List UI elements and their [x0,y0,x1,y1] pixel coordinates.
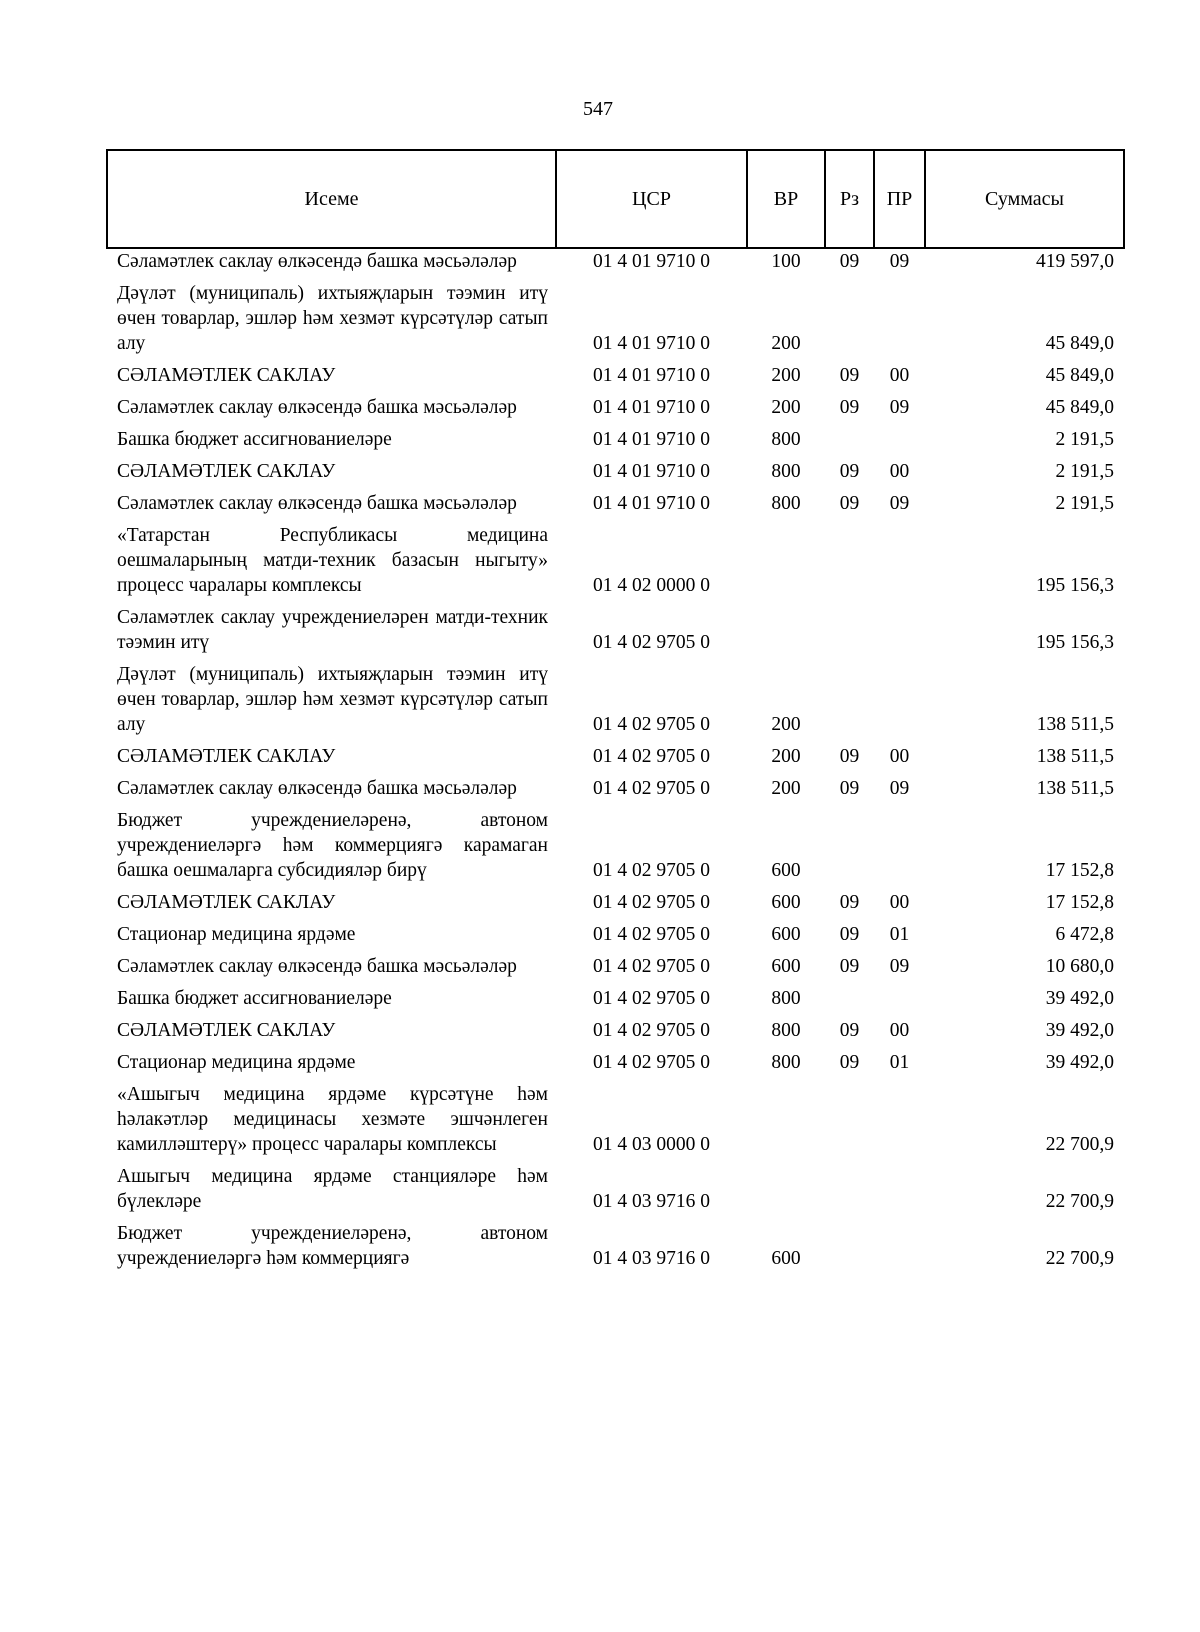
cell-name: СӘЛАМӘТЛЕК САКЛАУ [117,746,336,767]
cell-vr: 200 [771,365,801,386]
cell-vr: 800 [771,429,801,450]
cell-rz [825,520,874,602]
cell-csr: 01 4 01 9710 0 [593,429,710,450]
cell-csr: 01 4 02 9705 0 [593,988,710,1009]
table-body [107,248,1124,1275]
cell-pr: 09 [889,778,910,799]
cell-sum: 2 191,5 [1055,461,1114,482]
page-number: 547 [583,98,613,120]
cell-rz [825,1161,874,1218]
table-row [107,278,1124,360]
table-row [107,520,1124,602]
cell-name: «Ашыгыч медицина ярдәме күрсәтүне һәм һәлакәтләр медицинасы хезмәте эшчәнлеген камилләштерү» процесс чаралары комплексы [117,1084,548,1155]
cell-rz [825,1079,874,1161]
cell-name: Дәүләт (муниципаль) ихтыяҗларын тәэмин итү өчен товарлар, эшләр һәм хезмәт күрсәтүләр сатып алу [117,283,548,354]
cell-rz [825,983,874,1015]
cell-rz: 09 [839,397,860,418]
cell-csr: 01 4 01 9710 0 [593,397,710,418]
table-row [107,887,1124,919]
cell-name: Стационар медицина ярдәме [117,1052,356,1073]
cell-vr: 600 [771,1248,801,1269]
header-sum: Суммасы [925,150,1124,248]
cell-vr: 100 [771,251,801,272]
cell-vr: 600 [771,860,801,881]
cell-csr: 01 4 03 9716 0 [593,1248,710,1269]
cell-csr: 01 4 02 0000 0 [593,575,710,596]
cell-sum: 39 492,0 [1045,1020,1114,1041]
cell-pr: 01 [889,1052,910,1073]
table-row [107,1047,1124,1079]
table-row [107,805,1124,887]
cell-name: Стационар медицина ярдәме [117,924,356,945]
header-rz: Рз [825,150,874,248]
cell-vr [747,602,825,659]
table-row [107,392,1124,424]
table-row [107,248,1124,278]
cell-rz: 09 [839,924,860,945]
cell-csr: 01 4 02 9705 0 [593,746,710,767]
cell-vr: 200 [771,333,801,354]
cell-pr: 09 [889,493,910,514]
cell-sum: 138 511,5 [1036,778,1114,799]
cell-csr: 01 4 02 9705 0 [593,892,710,913]
cell-sum: 45 849,0 [1045,397,1114,418]
cell-csr: 01 4 03 9716 0 [593,1191,710,1212]
cell-rz: 09 [839,1052,860,1073]
cell-csr: 01 4 03 0000 0 [593,1134,710,1155]
cell-sum: 17 152,8 [1045,860,1114,881]
cell-rz: 09 [839,956,860,977]
table-row [107,1218,1124,1275]
table-row [107,1079,1124,1161]
cell-pr [874,424,925,456]
cell-vr: 200 [771,746,801,767]
cell-rz: 09 [839,365,860,386]
cell-rz [825,602,874,659]
cell-vr: 800 [771,1052,801,1073]
table-header [107,150,1124,248]
cell-csr: 01 4 01 9710 0 [593,493,710,514]
header-name: Исеме [107,150,556,248]
cell-csr: 01 4 01 9710 0 [593,461,710,482]
cell-pr: 00 [889,892,910,913]
cell-name: Башка бюджет ассигнованиеләре [117,429,392,450]
table-row [107,951,1124,983]
cell-name: Ашыгыч медицина ярдәме станцияләре һәм бүлекләре [117,1166,548,1212]
cell-name: Башка бюджет ассигнованиеләре [117,988,392,1009]
table-row [107,488,1124,520]
table-row [107,983,1124,1015]
header-csr: ЦСР [556,150,747,248]
cell-name: Бюджет учреждениеләренә, автоном учреждениеләргә һәм коммерциягә [117,1223,548,1269]
cell-sum: 138 511,5 [1036,714,1114,735]
budget-table [106,149,1125,1275]
cell-sum: 45 849,0 [1045,333,1114,354]
cell-vr: 600 [771,892,801,913]
cell-name: Сәламәтлек саклау өлкәсендә башка мәсьәләләр [117,956,517,977]
cell-rz: 09 [839,746,860,767]
cell-csr: 01 4 02 9705 0 [593,778,710,799]
cell-pr [874,805,925,887]
cell-sum: 45 849,0 [1045,365,1114,386]
cell-vr [747,520,825,602]
cell-rz: 09 [839,251,860,272]
cell-vr: 600 [771,924,801,945]
header-vr: ВР [747,150,825,248]
cell-rz [825,424,874,456]
cell-rz: 09 [839,1020,860,1041]
cell-sum: 17 152,8 [1045,892,1114,913]
header-pr: ПР [874,150,925,248]
cell-name: Сәламәтлек саклау өлкәсендә башка мәсьәләләр [117,397,517,418]
cell-name: Дәүләт (муниципаль) ихтыяҗларын тәэмин итү өчен товарлар, эшләр һәм хезмәт күрсәтүләр сатып алу [117,664,548,735]
cell-vr: 800 [771,1020,801,1041]
cell-name: СӘЛАМӘТЛЕК САКЛАУ [117,1020,336,1041]
cell-sum: 6 472,8 [1055,924,1114,945]
cell-csr: 01 4 02 9705 0 [593,1020,710,1041]
cell-pr [874,278,925,360]
cell-name: Бюджет учреждениеләренә, автоном учреждениеләргә һәм коммерциягә карамаган башка оешмаларга субсидияләр бирү [117,810,548,881]
table-row [107,602,1124,659]
cell-csr: 01 4 02 9705 0 [593,956,710,977]
table-row [107,360,1124,392]
cell-pr [874,983,925,1015]
cell-sum: 39 492,0 [1045,988,1114,1009]
cell-rz: 09 [839,892,860,913]
cell-csr: 01 4 02 9705 0 [593,632,710,653]
cell-name: СӘЛАМӘТЛЕК САКЛАУ [117,365,336,386]
table-row [107,919,1124,951]
cell-pr [874,1079,925,1161]
cell-sum: 138 511,5 [1036,746,1114,767]
cell-name: «Татарстан Республикасы медицина оешмаларының матди-техник базасын ныгыту» процесс чаралары комплексы [117,525,548,596]
cell-pr: 09 [889,251,910,272]
cell-rz [825,278,874,360]
cell-pr [874,1161,925,1218]
cell-sum: 2 191,5 [1055,493,1114,514]
cell-csr: 01 4 01 9710 0 [593,251,710,272]
cell-vr [747,1161,825,1218]
cell-pr [874,520,925,602]
table-row [107,1161,1124,1218]
cell-sum: 22 700,9 [1045,1191,1114,1212]
cell-vr: 200 [771,714,801,735]
cell-csr: 01 4 01 9710 0 [593,365,710,386]
cell-csr: 01 4 02 9705 0 [593,1052,710,1073]
cell-vr: 200 [771,778,801,799]
cell-sum: 10 680,0 [1045,956,1114,977]
cell-name: Сәламәтлек саклау өлкәсендә башка мәсьәләләр [117,778,517,799]
cell-sum: 195 156,3 [1036,575,1114,596]
cell-vr: 800 [771,988,801,1009]
cell-sum: 2 191,5 [1055,429,1114,450]
cell-name: Сәламәтлек саклау өлкәсендә башка мәсьәләләр [117,493,517,514]
cell-vr: 200 [771,397,801,418]
cell-csr: 01 4 02 9705 0 [593,714,710,735]
table-row [107,456,1124,488]
cell-sum: 419 597,0 [1036,251,1114,272]
cell-pr [874,1218,925,1275]
cell-name: Сәламәтлек саклау учреждениеләрен матди-техник тәэмин итү [117,607,548,653]
cell-pr: 00 [889,461,910,482]
table-row [107,659,1124,741]
cell-pr: 09 [889,397,910,418]
cell-rz: 09 [839,461,860,482]
cell-vr: 600 [771,956,801,977]
cell-name: Сәламәтлек саклау өлкәсендә башка мәсьәләләр [117,251,517,272]
cell-name: СӘЛАМӘТЛЕК САКЛАУ [117,461,336,482]
table-row [107,773,1124,805]
cell-pr: 00 [889,365,910,386]
cell-rz [825,659,874,741]
cell-pr: 09 [889,956,910,977]
cell-sum: 22 700,9 [1045,1134,1114,1155]
cell-pr: 01 [889,924,910,945]
cell-pr [874,602,925,659]
cell-csr: 01 4 01 9710 0 [593,333,710,354]
table-row [107,741,1124,773]
cell-rz: 09 [839,493,860,514]
cell-sum: 39 492,0 [1045,1052,1114,1073]
table-row [107,1015,1124,1047]
cell-sum: 22 700,9 [1045,1248,1114,1269]
cell-sum: 195 156,3 [1036,632,1114,653]
table-row [107,424,1124,456]
cell-csr: 01 4 02 9705 0 [593,860,710,881]
cell-rz [825,1218,874,1275]
cell-name: СӘЛАМӘТЛЕК САКЛАУ [117,892,336,913]
cell-vr: 800 [771,493,801,514]
cell-rz [825,805,874,887]
cell-pr: 00 [889,1020,910,1041]
cell-rz: 09 [839,778,860,799]
cell-vr: 800 [771,461,801,482]
cell-vr [747,1079,825,1161]
cell-pr [874,659,925,741]
cell-csr: 01 4 02 9705 0 [593,924,710,945]
cell-pr: 00 [889,746,910,767]
